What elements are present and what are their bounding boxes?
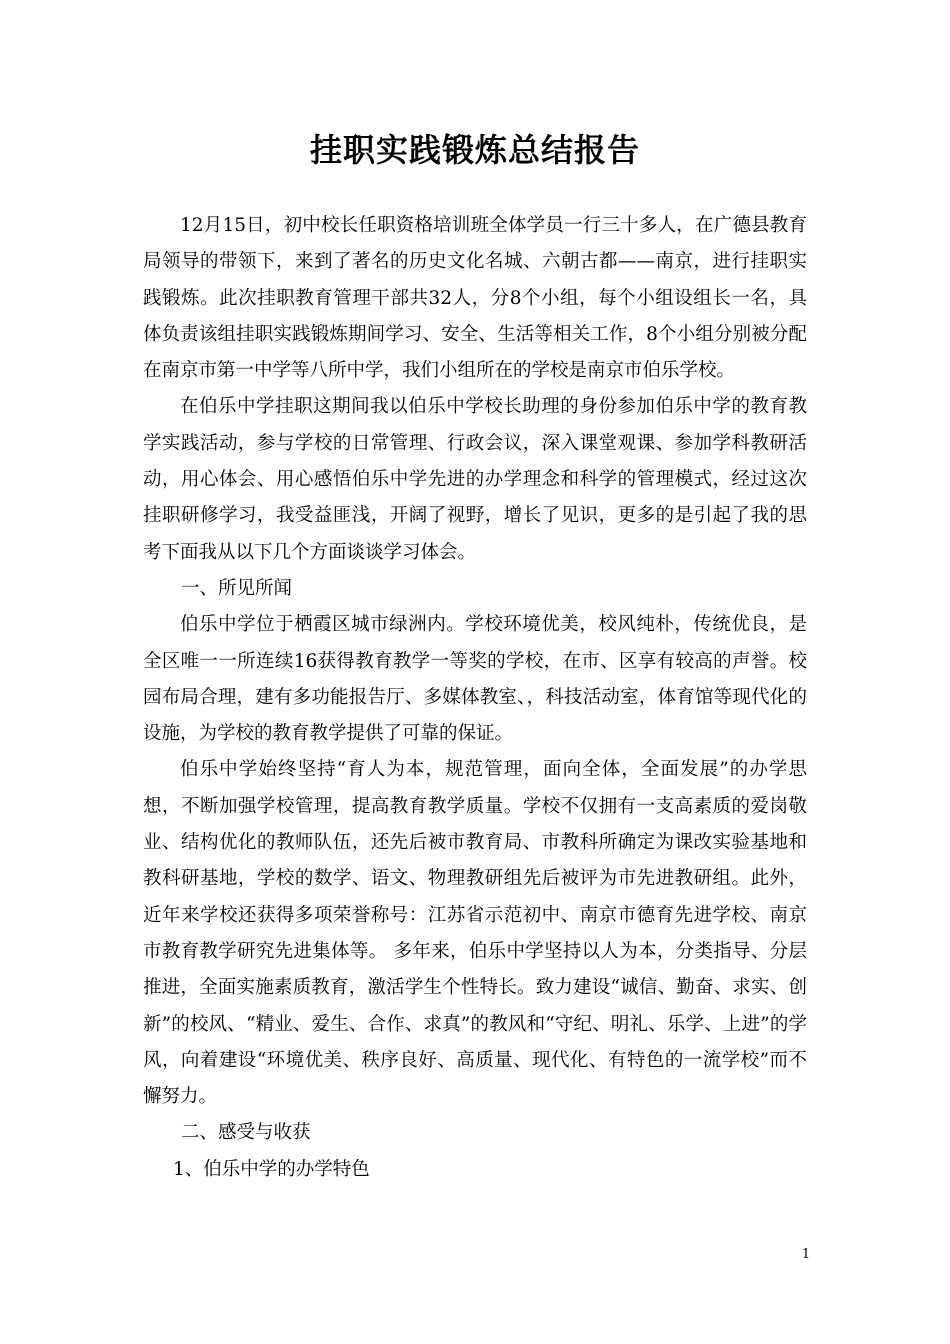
intro-paragraph-2: 在伯乐中学挂职这期间我以伯乐中学校长助理的身份参加伯乐中学的教育教学实践活动，参与学校的日常管理、行政会议，深入课堂观课、参加学科教研活动，用心体会、用心感悟伯乐中学先进的办学理念和科学的管理模式，经过这次挂职研修学习，我受益匪浅，开阔了视野，增长了见识，更多的是引起了我的思考下面我从以下几个方面谈谈学习体会。 — [143, 396, 807, 563]
section-2-heading: 二、感受与收获 — [181, 1122, 311, 1144]
document-title: 挂职实践锻炼总结报告 — [309, 131, 640, 169]
section-1-paragraph-1: 伯乐中学位于栖霞区城市绿洲内。学校环境优美，校风纯朴，传统优良，是全区唯一一所连续16获得教育教学一等奖的学校，在市、区享有较高的声誉。校园布局合理，建有多功能报告厅、多媒体教室、，科技活动室，体育馆等现代化的设施，为学校的教育教学提供了可靠的保证。 — [143, 614, 807, 745]
document-body — [143, 208, 807, 1188]
section-1-paragraph-2: 伯乐中学始终坚持“育人为本，规范管理，面向全体，全面发展”的办学思想，不断加强学校管理，提高教育教学质量。学校不仅拥有一支高素质的爱岗敬业、结构优化的教师队伍，还先后被市教育局、市教科所确定为课改实验基地和教科研基地，学校的数学、语文、物理教研组先后被评为市先进教研组。此外，近年来学校还获得多项荣誉称号：江苏省示范初中、南京市德育先进学校、南京市教育教学研究先进集体等。 多年来，伯乐中学坚持以人为本，分类指导、分层推进，全面实施素质教育，激活学生个性特长。致力建设“诚信、勤奋、求实、创新”的校风、“精业、爱生、合作、求真”的教风和“守纪、明礼、乐学、上进”的学风，向着建设“环境优美、秩序良好、高质量、现代化、有特色的一流学校”而不懈努力。 — [143, 759, 807, 1108]
page-number: 1 — [801, 1247, 811, 1262]
intro-paragraph-1: 12月15日，初中校长任职资格培训班全体学员一行三十多人，在广德县教育局领导的带领下，来到了著名的历史文化名城、六朝古都——南京，进行挂职实践锻炼。此次挂职教育管理干部共32人，分8个小组，每个小组设组长一名，具体负责该组挂职实践锻炼期间学习、安全、生活等相关工作，8个小组分别被分配在南京市第一中学等八所中学，我们小组所在的学校是南京市伯乐学校。 — [143, 215, 807, 382]
section-2-subheading-1: 1、伯乐中学的办学特色 — [173, 1158, 370, 1180]
section-1-heading: 一、所见所闻 — [181, 577, 293, 599]
